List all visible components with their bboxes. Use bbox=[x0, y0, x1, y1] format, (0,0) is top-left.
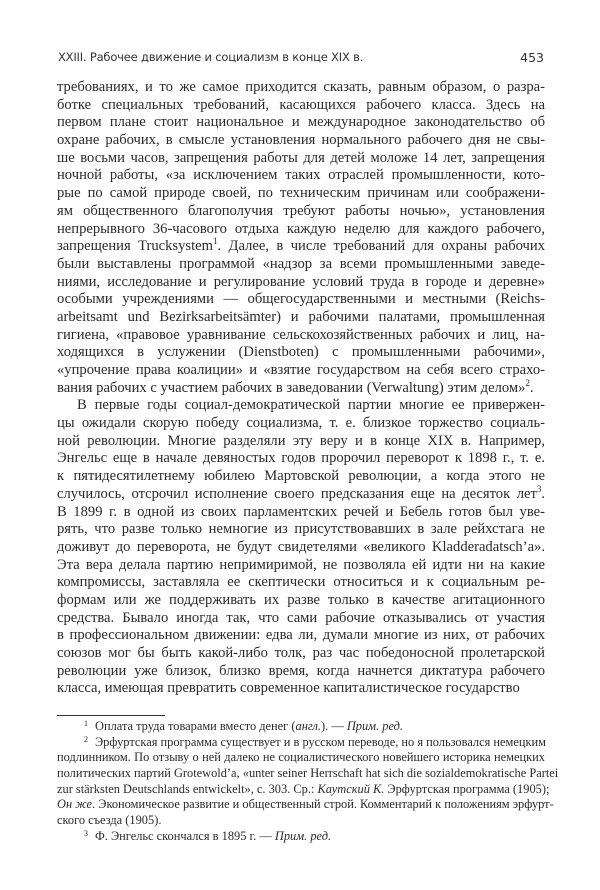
text-segment: были выставлены программой «надзор за всеми промышленными заведе- bbox=[57, 255, 545, 272]
text-segment: ботке специальных требований, касающихся рабочего класса. Здесь на bbox=[57, 96, 545, 113]
text-line bbox=[57, 610, 545, 628]
text-segment: Эрфуртская программа существует и в русском переводе, но я пользовался немецким bbox=[95, 734, 546, 749]
text-segment: непрерывного 36-часового отдыха каждую неделю для каждого рабочего, bbox=[57, 220, 545, 237]
text-line bbox=[57, 627, 545, 645]
text-segment: вания рабочих с участием рабочих в заведовании (Verwaltung) этим делом» bbox=[57, 379, 526, 396]
text-line bbox=[57, 327, 545, 345]
footnote-marker: 2 bbox=[525, 377, 530, 388]
footnote-line bbox=[57, 735, 545, 751]
text-segment: . bbox=[529, 379, 534, 396]
text-segment: рять, что разве только немногие из присутствовавших в зале рейхстага не bbox=[57, 521, 545, 538]
text-segment: ходящихся в услужении (Dienstboten) с промышленными рабочими», bbox=[57, 344, 545, 361]
footnote-line bbox=[57, 781, 550, 798]
text-line bbox=[57, 574, 545, 592]
text-line bbox=[57, 521, 545, 539]
text-segment: arbeitsamt und Bezirksarbeitsämter) и рабочими палатами, промышленная bbox=[57, 308, 545, 325]
text-segment: ). — bbox=[321, 719, 347, 733]
text-segment: ского съезда (1905). bbox=[57, 813, 162, 828]
text-segment: рые по самой природе своей, по техническим причинам или соображени- bbox=[57, 185, 545, 202]
text-segment: Прим. ред. bbox=[346, 719, 404, 733]
footnote-line bbox=[57, 797, 554, 813]
text-line bbox=[57, 415, 545, 433]
text-line bbox=[57, 557, 545, 575]
text-line bbox=[57, 483, 545, 504]
page-number: 453 bbox=[520, 50, 544, 65]
text-segment: В первые годы социал-демократической партии многие ее привержен- bbox=[77, 397, 545, 414]
text-line bbox=[57, 256, 545, 274]
text-segment: формам или же поддерживать их разве только в качестве агитационного bbox=[57, 591, 545, 608]
text-segment: zur stärksten Deutschlands entwickelt», с. 303. Ср.: bbox=[57, 781, 318, 796]
text-segment: ночной работы, «за исключением таких отраслей промышленности, кото- bbox=[57, 167, 545, 184]
text-segment: ниями, исследование и регулирование условий труда в городе и деревне» bbox=[57, 273, 545, 290]
text-line bbox=[57, 539, 545, 557]
text-segment: Каутский К. bbox=[317, 781, 385, 796]
text-segment: случилось, отсрочил исполнение своего предсказания еще на десяток лет bbox=[57, 485, 537, 502]
text-segment: . Экономическое развитие и общественный строй. Комментарий к положениям эрфурт- bbox=[92, 797, 554, 812]
text-line bbox=[57, 362, 545, 380]
footnote-marker: 2 bbox=[84, 734, 88, 744]
text-segment: средства. Бывало иногда так, что сами рабочие отказывались от участия bbox=[57, 609, 545, 626]
text-line bbox=[57, 274, 545, 292]
text-segment: ной революции. Многие разделяли эту веру и в конце XIX в. Например, bbox=[57, 432, 545, 449]
text-segment: запрещения Trucksystem bbox=[57, 238, 213, 255]
main-text bbox=[57, 79, 545, 698]
running-header bbox=[58, 50, 544, 68]
text-line bbox=[57, 132, 545, 150]
text-line bbox=[57, 185, 545, 203]
text-segment: . bbox=[541, 485, 545, 502]
text-segment: союзов мог бы быть какой-либо толк, раз час победоносной пролетарской bbox=[57, 645, 545, 661]
text-segment: к пятидесятилетнему юбилею Мартовской революции, а когда этого не bbox=[57, 468, 545, 485]
text-line bbox=[57, 79, 545, 97]
text-line bbox=[57, 377, 545, 398]
text-segment: Эта вера делала партию непримиримой, не позволяла ей идти ни на какие bbox=[57, 556, 545, 573]
text-segment: Оплата труда товарами вместо денег ( bbox=[95, 719, 296, 733]
text-line bbox=[57, 433, 545, 451]
footnote-line bbox=[57, 813, 545, 829]
text-segment: революции уже близок, близко время, когда начнется диктатура рабочего bbox=[57, 662, 545, 679]
text-segment: компромиссы, заставляла ее скептически относиться и к социальным ре- bbox=[57, 574, 545, 591]
text-segment: первом плане стоит национальное и международное законодательство об bbox=[57, 114, 545, 131]
text-segment: Ф. Энгельс скончался в 1895 г. — bbox=[95, 828, 275, 843]
text-segment: цы ожидали скорую победу социализма, т. е. близкое торжество социаль- bbox=[57, 415, 545, 432]
text-line bbox=[57, 114, 545, 132]
text-segment: особыми учреждениями — общегосударственными и местными (Reichs- bbox=[57, 291, 545, 308]
text-line bbox=[57, 397, 545, 415]
text-line bbox=[57, 663, 545, 681]
footnote-marker: 1 bbox=[84, 719, 88, 728]
text-segment: охране рабочих, в смысле установления нормального рабочего дня не свы- bbox=[57, 132, 545, 149]
text-line bbox=[57, 291, 545, 309]
text-line bbox=[57, 150, 545, 168]
text-segment: в профессиональном движении: едва ли, думали многие из них, от рабочих bbox=[57, 627, 545, 644]
text-segment: требованиях, и то же самое приходится сказать, равным образом, о разра- bbox=[57, 79, 545, 95]
text-segment: Прим. ред. bbox=[274, 828, 332, 843]
text-segment: Эрфуртская программа (1905); bbox=[384, 781, 550, 796]
text-segment: англ. bbox=[295, 719, 322, 733]
text-segment: класса, имеющая превратить современное капиталистическое государство bbox=[57, 680, 520, 697]
text-line bbox=[57, 344, 545, 362]
footnote-line bbox=[57, 750, 545, 766]
text-segment: доживут до переворота, не будут свидетелями «великого Kladderadatsch’a». bbox=[57, 538, 545, 555]
footnote-marker: 3 bbox=[536, 483, 542, 494]
text-line bbox=[57, 680, 545, 698]
footnote-divider bbox=[57, 715, 165, 716]
footnote-line bbox=[57, 766, 559, 782]
text-line bbox=[57, 97, 545, 115]
text-line bbox=[57, 167, 545, 185]
text-line bbox=[57, 592, 545, 610]
text-line bbox=[57, 450, 545, 468]
text-line bbox=[57, 504, 545, 522]
footnote-line bbox=[57, 829, 545, 845]
text-line bbox=[57, 238, 545, 256]
text-segment: подлинником. По отзыву о ней далеко не социалистического новейшего историка немецких bbox=[57, 750, 545, 765]
text-segment: политических партий Grotewold’a, «unter seiner Herrschaft hat sich die sozialdemokratische Partei bbox=[57, 766, 559, 781]
footnote-line bbox=[57, 719, 545, 735]
chapter-title: XXIII. Рабочее движение и социализм в конце XIX в. bbox=[58, 50, 364, 64]
text-segment: ям общественного благополучия требуют работы ночью», установления bbox=[57, 202, 545, 219]
text-segment: В 1899 г. в одной из своих парламентских речей и Бебель готов был уве- bbox=[57, 503, 545, 520]
footnote-marker: 3 bbox=[84, 828, 88, 838]
footnotes bbox=[57, 719, 559, 845]
text-segment: гигиена, «правовое уравнивание сельскохозяйственных рабочих и лиц, на- bbox=[57, 326, 545, 343]
text-segment: Он же bbox=[57, 797, 93, 812]
footnote-marker: 1 bbox=[212, 236, 218, 247]
text-line bbox=[57, 309, 545, 327]
text-line bbox=[57, 221, 545, 239]
text-line bbox=[57, 645, 545, 663]
text-segment: . Далее, в числе требований для охраны рабочих bbox=[217, 238, 545, 255]
text-segment: ше восьми часов, запрещения работы для детей моложе 14 лет, запрещения bbox=[57, 149, 545, 166]
text-line bbox=[57, 468, 545, 486]
text-segment: Энгельс еще в начале девяностых годов пророчил переворот к 1898 г., т. е. bbox=[57, 450, 545, 467]
text-segment: «упрочение права коалиции» и «взятие государством на себя всего страхо- bbox=[57, 362, 545, 378]
text-line bbox=[57, 203, 545, 221]
